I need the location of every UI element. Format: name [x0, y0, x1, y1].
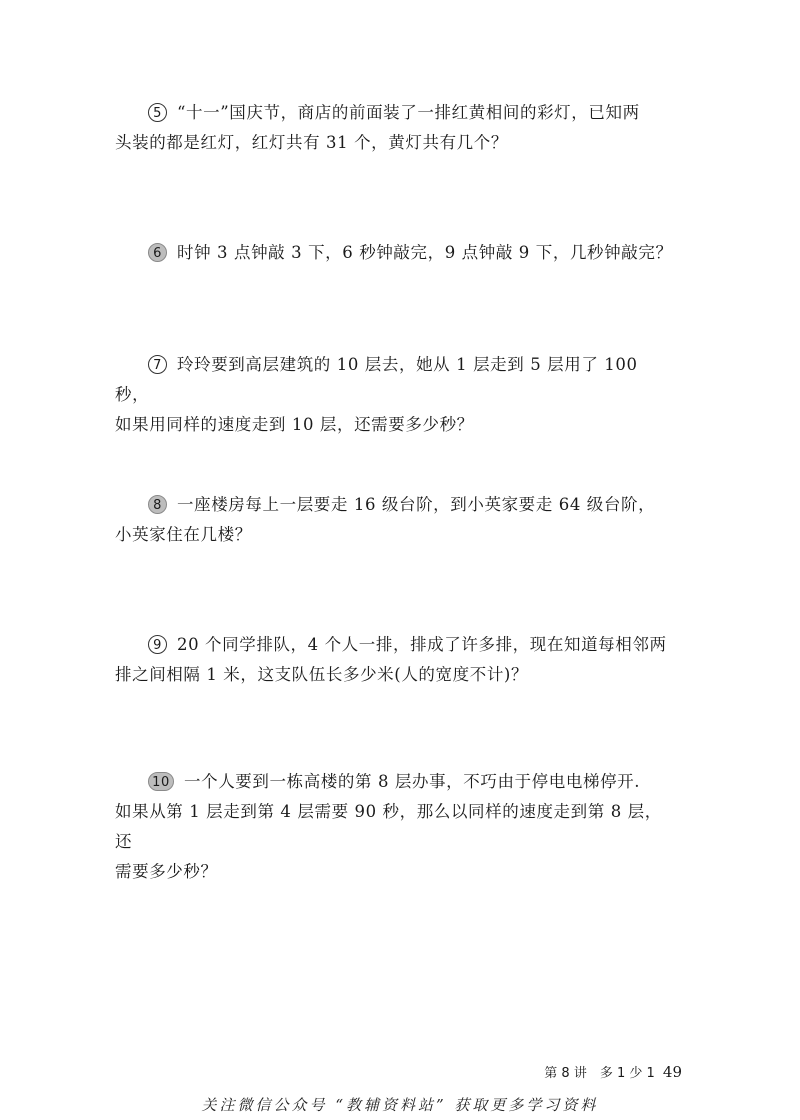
problem-line: [115, 857, 675, 887]
problem-line: [115, 128, 675, 158]
problem-line: [115, 490, 675, 520]
problem-line: [115, 630, 675, 660]
problem-line: [115, 520, 675, 550]
problem-line: [115, 238, 675, 268]
problem-8: [115, 490, 675, 550]
problem-text: 玲玲要到高层建筑的 10 层去，她从 1 层走到 5 层用了 100 秒，: [115, 355, 638, 404]
problem-number-badge: 7: [148, 355, 167, 374]
chapter-label: 第 8 讲 多 1 少 1: [544, 1066, 655, 1081]
problem-text: 需要多少秒？: [115, 862, 218, 881]
problem-10: [115, 767, 675, 887]
problem-7: [115, 350, 675, 440]
watermark-note: 关注微信公众号 “教辅资料站” 获取更多学习资料: [201, 1096, 599, 1114]
problem-line: [115, 767, 675, 797]
problem-number-badge: 8: [148, 495, 167, 514]
problem-text: 一座楼房每上一层要走 16 级台阶，到小英家要走 64 级台阶，: [177, 495, 656, 514]
problem-number-badge: 6: [148, 243, 167, 262]
problem-line: [115, 350, 675, 410]
problem-text: 排之间相隔 1 米，这支队伍长多少米(人的宽度不计)？: [115, 665, 529, 684]
problem-text: 如果从第 1 层走到第 4 层需要 90 秒，那么以同样的速度走到第 8 层，还: [115, 802, 662, 851]
problem-number-badge: 10: [148, 772, 174, 791]
problem-line: [115, 98, 675, 128]
problem-text: “十一”国庆节，商店的前面装了一排红黄相间的彩灯，已知两: [177, 103, 640, 122]
problem-text: 小英家住在几楼？: [115, 525, 252, 544]
problem-6: [115, 238, 675, 268]
page-number: 49: [662, 1063, 682, 1081]
problem-9: [115, 630, 675, 690]
problem-number-badge: 5: [148, 103, 167, 122]
problem-line: [115, 797, 675, 857]
problem-text: 时钟 3 点钟敲 3 下，6 秒钟敲完，9 点钟敲 9 下，几秒钟敲完？: [177, 243, 673, 262]
problem-text: 如果用同样的速度走到 10 层，还需要多少秒？: [115, 415, 474, 434]
problem-5: [115, 98, 675, 158]
problem-text: 头装的都是红灯，红灯共有 31 个，黄灯共有几个？: [115, 133, 508, 152]
problem-line: [115, 660, 675, 690]
page-footer: [544, 1062, 682, 1081]
problem-line: [115, 410, 675, 440]
problem-number-badge: 9: [148, 635, 167, 654]
problem-text: 20 个同学排队，4 个人一排，排成了许多排，现在知道每相邻两: [177, 635, 667, 654]
problem-text: 一个人要到一栋高楼的第 8 层办事，不巧由于停电电梯停开.: [184, 772, 641, 791]
